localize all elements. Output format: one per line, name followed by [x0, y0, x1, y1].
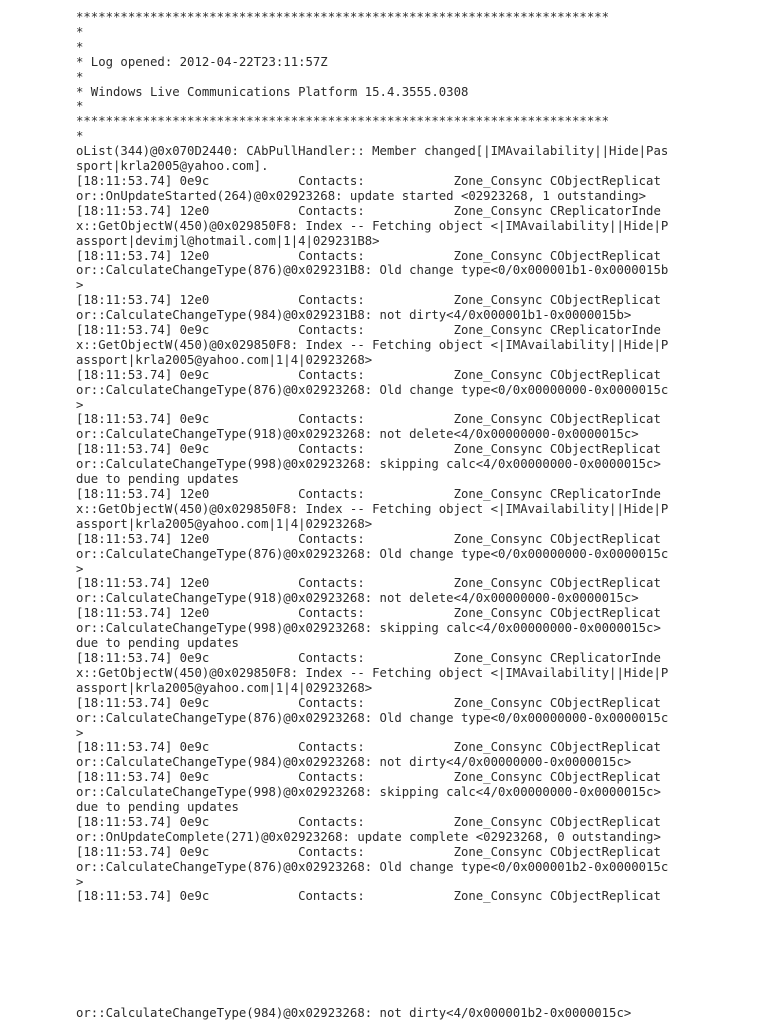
- log-line: or::CalculateChangeType(876)@0x02923268: Old change type<0/0x000001b2-0x0000015c: [76, 859, 669, 874]
- log-line: or::CalculateChangeType(984)@0x02923268: not dirty<4/0x000001b2-0x0000015c>: [76, 1006, 632, 1020]
- log-line: sport|krla2005@yahoo.com].: [76, 159, 269, 174]
- log-line: or::CalculateChangeType(998)@0x02923268: skipping calc<4/0x00000000-0x0000015c>: [76, 457, 661, 472]
- log-line: * Windows Live Communications Platform 15.4.3555.0308: [76, 84, 469, 99]
- log-line: [18:11:53.74] 12e0 Contacts: Zone_Consync CObjectReplicat: [76, 606, 661, 621]
- log-line: x::GetObjectW(450)@0x029850F8: Index -- Fetching object <|IMAvailability||Hide|P: [76, 337, 669, 352]
- log-line: or::OnUpdateStarted(264)@0x02923268: update started <02923268, 1 outstanding>: [76, 188, 647, 203]
- log-line: [18:11:53.74] 0e9c Contacts: Zone_Consync CObjectReplicat: [76, 740, 661, 755]
- log-text-body: [76, 10, 668, 904]
- log-line: x::GetObjectW(450)@0x029850F8: Index -- Fetching object <|IMAvailability||Hide|P: [76, 218, 669, 233]
- log-line: [18:11:53.74] 12e0 Contacts: Zone_Consync CObjectReplicat: [76, 248, 661, 263]
- log-line: or::CalculateChangeType(998)@0x02923268: skipping calc<4/0x00000000-0x0000015c>: [76, 785, 661, 800]
- log-line: oList(344)@0x070D2440: CAbPullHandler:: Member changed[|IMAvailability||Hide|Pas: [76, 144, 669, 159]
- log-line: >: [76, 397, 84, 412]
- log-line: or::OnUpdateComplete(271)@0x02923268: update complete <02923268, 0 outstanding>: [76, 829, 661, 844]
- log-line: ************************************************************************: [76, 10, 610, 24]
- log-line: >: [76, 561, 84, 576]
- log-line: [18:11:53.74] 0e9c Contacts: Zone_Consync CObjectReplicat: [76, 442, 661, 457]
- log-line: [18:11:53.74] 0e9c Contacts: Zone_Consync CObjectReplicat: [76, 367, 661, 382]
- log-line: [18:11:53.74] 0e9c Contacts: Zone_Consync CObjectReplicat: [76, 173, 661, 188]
- log-line: >: [76, 278, 84, 293]
- log-line: assport|krla2005@yahoo.com|1|4|02923268>: [76, 680, 373, 695]
- log-line: or::CalculateChangeType(876)@0x029231B8: Old change type<0/0x000001b1-0x0000015b: [76, 263, 669, 278]
- log-line: or::CalculateChangeType(984)@0x029231B8: not dirty<4/0x000001b1-0x0000015b>: [76, 308, 632, 323]
- log-line: [18:11:53.74] 12e0 Contacts: Zone_Consync CObjectReplicat: [76, 531, 661, 546]
- log-line: [18:11:53.74] 12e0 Contacts: Zone_Consync CReplicatorInde: [76, 487, 661, 501]
- log-line: [18:11:53.74] 0e9c Contacts: Zone_Consync CReplicatorInde: [76, 650, 661, 665]
- log-line: or::CalculateChangeType(918)@0x02923268: not delete<4/0x00000000-0x0000015c>: [76, 591, 639, 606]
- log-line: assport|krla2005@yahoo.com|1|4|02923268>: [76, 516, 373, 531]
- log-line: [18:11:53.74] 0e9c Contacts: Zone_Consync CObjectReplicat: [76, 412, 661, 427]
- log-line: >: [76, 725, 84, 740]
- log-line: due to pending updates: [76, 472, 239, 487]
- log-line: [18:11:53.74] 0e9c Contacts: Zone_Consync CObjectReplicat: [76, 695, 661, 710]
- log-line: or::CalculateChangeType(984)@0x02923268: not dirty<4/0x00000000-0x0000015c>: [76, 755, 632, 770]
- log-line: [18:11:53.74] 0e9c Contacts: Zone_Consync CObjectReplicat: [76, 889, 661, 904]
- log-text-tail: [76, 1006, 631, 1021]
- log-line: [18:11:53.74] 0e9c Contacts: Zone_Consync CObjectReplicat: [76, 814, 661, 829]
- log-line: due to pending updates: [76, 636, 239, 651]
- log-line: ************************************************************************: [76, 114, 610, 129]
- log-line: x::GetObjectW(450)@0x029850F8: Index -- Fetching object <|IMAvailability||Hide|P: [76, 665, 669, 680]
- log-line: *: [76, 24, 84, 39]
- log-line: or::CalculateChangeType(876)@0x02923268: Old change type<0/0x00000000-0x0000015c: [76, 546, 669, 561]
- log-line: [18:11:53.74] 12e0 Contacts: Zone_Consync CReplicatorInde: [76, 203, 661, 218]
- log-line: assport|krla2005@yahoo.com|1|4|02923268>: [76, 352, 373, 367]
- log-line: or::CalculateChangeType(918)@0x02923268: not delete<4/0x00000000-0x0000015c>: [76, 427, 639, 442]
- log-line: assport|devimjl@hotmail.com|1|4|029231B8>: [76, 233, 380, 248]
- log-line: >: [76, 874, 84, 889]
- log-line: *: [76, 69, 84, 84]
- log-line: *: [76, 39, 84, 54]
- log-line: [18:11:53.74] 0e9c Contacts: Zone_Consync CObjectReplicat: [76, 770, 661, 785]
- log-line: * Log opened: 2012-04-22T23:11:57Z: [76, 54, 328, 69]
- log-line: or::CalculateChangeType(998)@0x02923268: skipping calc<4/0x00000000-0x0000015c>: [76, 621, 661, 636]
- log-line: x::GetObjectW(450)@0x029850F8: Index -- Fetching object <|IMAvailability||Hide|P: [76, 501, 669, 516]
- log-line: or::CalculateChangeType(876)@0x02923268: Old change type<0/0x00000000-0x0000015c: [76, 382, 669, 397]
- log-line: *: [76, 99, 84, 114]
- log-line: due to pending updates: [76, 800, 239, 815]
- log-line: [18:11:53.74] 0e9c Contacts: Zone_Consync CObjectReplicat: [76, 844, 661, 859]
- log-line: [18:11:53.74] 0e9c Contacts: Zone_Consync CReplicatorInde: [76, 323, 661, 338]
- log-line: [18:11:53.74] 12e0 Contacts: Zone_Consync CObjectReplicat: [76, 576, 661, 591]
- log-line: or::CalculateChangeType(876)@0x02923268: Old change type<0/0x00000000-0x0000015c: [76, 710, 669, 725]
- log-line: *: [76, 129, 84, 144]
- log-line: [18:11:53.74] 12e0 Contacts: Zone_Consync CObjectReplicat: [76, 293, 661, 308]
